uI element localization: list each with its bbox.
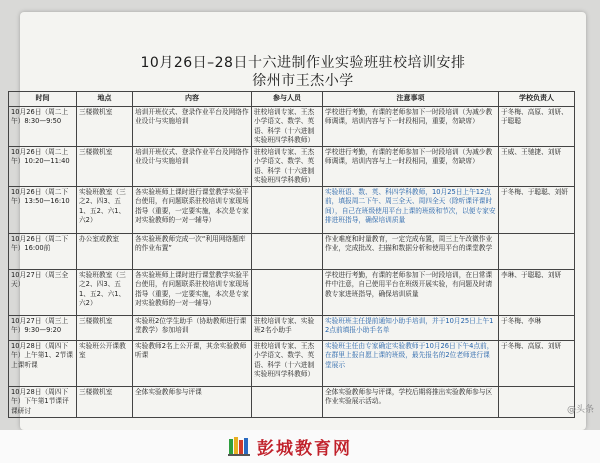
cell-content: 各实验班师上课时进行课堂教学实验平台使用，有问题联系驻校培训专家现场指导（重要，一定要实施，本次是专家对实验教师的一对一辅导） bbox=[133, 270, 252, 316]
header-notes: 注意事项 bbox=[323, 92, 499, 107]
cell-notes-highlight: 实验班语、数、英、科四学科教师，10月25日上午12点前，填报周二下午、周三全天、周四全天（除听课评课时间），自己在班级使用平台上课的班级和节次，以便专家安排进班指导，确保培训质量 bbox=[323, 187, 499, 234]
document-title: 10月26日–28日十六进制作业实验班驻校培训安排 bbox=[140, 55, 466, 71]
cell-notes: 全体实验教师参与评课，学校后期将推出实验教师参与区作业实验展示活动。 bbox=[323, 387, 499, 418]
cell-notes: 作业难度和时量教育，一定完成布置，周三上午改微作业作业，完成批改、扫描和数据分析和使用平台的课堂教学 bbox=[323, 234, 499, 270]
cell-owner: 于冬梅、于聪聪、刘妍 bbox=[499, 187, 575, 234]
cell-place: 三楼微机室 bbox=[77, 316, 133, 341]
cell-people bbox=[252, 187, 323, 234]
header-owner: 学校负责人 bbox=[499, 92, 575, 107]
cell-content: 实验教师2名上公开课，其余实验教师听课 bbox=[133, 341, 252, 387]
cell-time: 10月26日（周二下午）13:50—16:10 bbox=[9, 187, 77, 234]
cell-owner: 于冬梅、高原、刘妍 bbox=[499, 341, 575, 387]
cell-notes: 学校进行考勤，有课的老师参加下一时段培训（为减少教师调课，培训内容与上一时段相同，重要，勿缺席） bbox=[323, 147, 499, 187]
header-people: 参与人员 bbox=[252, 92, 323, 107]
cell-owner: 于冬梅、高原、刘妍、于聪聪 bbox=[499, 107, 575, 147]
cell-owner: 王威、王驰捷、刘妍 bbox=[499, 147, 575, 187]
cell-place: 三楼微机室 bbox=[77, 387, 133, 418]
cell-notes: 学校进行考勤，有课的老师参加下一时段培训（为减少教师调课，培训内容与下一时段相同，重要，勿缺席） bbox=[323, 107, 499, 147]
cell-time: 10月27日（周三全天） bbox=[9, 270, 77, 316]
school-name: 徐州市王杰小学 bbox=[252, 73, 354, 89]
cell-notes-highlight: 实验班主任由专家确定实验教师于10月26日下午4点前，在群里上报自愿上课的班级，最先报名的2位老师进行课堂展示 bbox=[323, 341, 499, 387]
cell-content: 培训开班仪式、登录作业平台及网络作业设计与实施培训 bbox=[133, 147, 252, 187]
cell-owner: 于冬梅、李琳 bbox=[499, 316, 575, 341]
cell-place: 三楼微机室 bbox=[77, 147, 133, 187]
book-icon bbox=[228, 436, 252, 456]
table-row bbox=[9, 107, 575, 147]
cell-time: 10月28日（周四下午）上午第1、2节课上课听课 bbox=[9, 341, 77, 387]
cell-people bbox=[252, 270, 323, 316]
cell-people bbox=[252, 387, 323, 418]
cell-people: 驻校培训专家、实验班2名小助手 bbox=[252, 316, 323, 341]
cell-place: 办公室或教室 bbox=[77, 234, 133, 270]
table-row bbox=[9, 147, 575, 187]
cell-content: 各实验班教师完成一次“利用网络题库的作业布置” bbox=[133, 234, 252, 270]
table-header-row bbox=[9, 92, 575, 107]
cell-notes-highlight: 实验班班主任提前通知小助手培训，并于10月25日上午12点前填报小助手名单 bbox=[323, 316, 499, 341]
cell-people bbox=[252, 234, 323, 270]
cell-time: 10月28日（周四下午）下午第1节课评课研讨 bbox=[9, 387, 77, 418]
table-row bbox=[9, 234, 575, 270]
cell-place: 实验班教室（三之2、四3、五1、五2、六1、六2） bbox=[77, 187, 133, 234]
cell-owner: 李琳、于聪聪、刘妍 bbox=[499, 270, 575, 316]
table-row bbox=[9, 270, 575, 316]
logo-text: 彭城教育网 bbox=[257, 438, 352, 459]
table-row bbox=[9, 187, 575, 234]
cell-owner bbox=[499, 387, 575, 418]
table-row bbox=[9, 387, 575, 418]
cell-content: 培训开班仪式、登录作业平台及网络作业设计与实施培训 bbox=[133, 107, 252, 147]
schedule-table bbox=[8, 91, 575, 418]
header-place: 地点 bbox=[77, 92, 133, 107]
header-content: 内容 bbox=[133, 92, 252, 107]
cell-notes: 学校进行考勤，有课的老师参加下一时段培训，在日常课件中注意，自己使用平台在班级开展实验，有问题及时请教专家进班指导，确保培训质量 bbox=[323, 270, 499, 316]
cell-people: 驻校培训专家、王杰小学语文、数学、英语、科学（十六进制实验班四学科教师） bbox=[252, 147, 323, 187]
table-row bbox=[9, 316, 575, 341]
site-logo[interactable] bbox=[228, 433, 352, 459]
cell-people: 驻校培训专家、王杰小学语文、数学、英语、科学（十六进制实验班四学科教师） bbox=[252, 341, 323, 387]
cell-place: 实验班教室（三之2、四3、五1、五2、六1、六2） bbox=[77, 270, 133, 316]
cell-content: 全体实验教师参与评课 bbox=[133, 387, 252, 418]
cell-content: 各实验班师上课时进行课堂教学实验平台使用，有问题联系驻校培训专家现场指导（重要，一定要实施，本次是专家对实验教师的一对一辅导） bbox=[133, 187, 252, 234]
cell-content: 实验班2位学生助手（协助教师进行课堂教学）参加培训 bbox=[133, 316, 252, 341]
watermark: @头条 bbox=[566, 405, 594, 415]
header-time: 时间 bbox=[9, 92, 77, 107]
cell-owner bbox=[499, 234, 575, 270]
cell-time: 10月27日（周三上午）9:30—9:20 bbox=[9, 316, 77, 341]
cell-place: 三楼微机室 bbox=[77, 107, 133, 147]
cell-time: 10月26日（周二下午）16:00前 bbox=[9, 234, 77, 270]
cell-people: 驻校培训专家、王杰小学语文、数学、英语、科学（十六进制实验班四学科教师） bbox=[252, 107, 323, 147]
cell-time: 10月26日（周二上午）8:30—9:50 bbox=[9, 107, 77, 147]
cell-time: 10月26日（周二上午）10:20—11:40 bbox=[9, 147, 77, 187]
cell-place: 实验班公开课教室 bbox=[77, 341, 133, 387]
table-row bbox=[9, 341, 575, 387]
